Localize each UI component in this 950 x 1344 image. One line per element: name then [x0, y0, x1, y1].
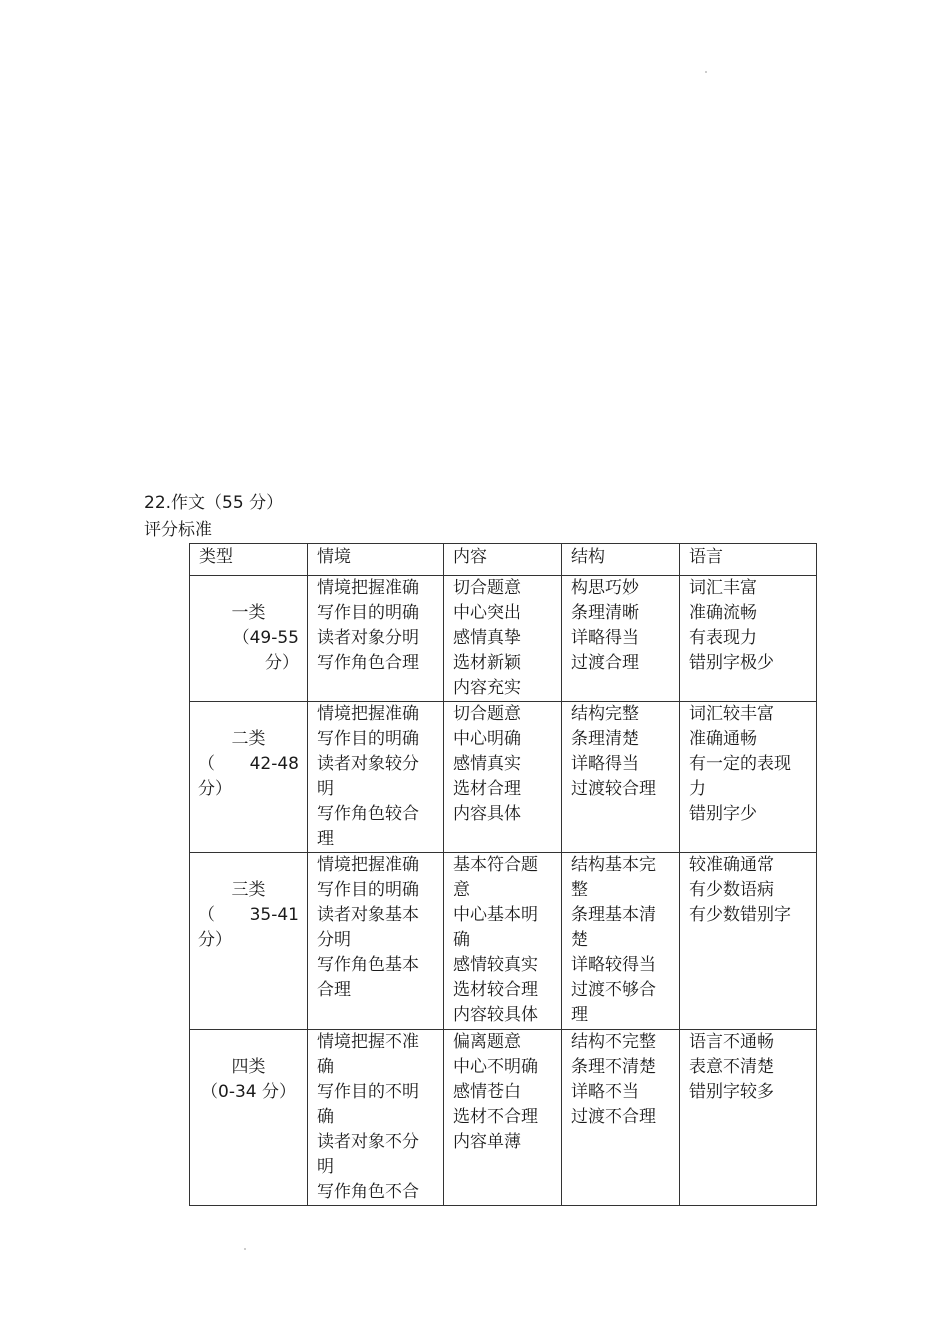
criterion-line: 情境把握准确: [317, 704, 419, 724]
criterion-line: 读者对象分明: [317, 628, 419, 648]
type-name: 四类: [231, 1057, 266, 1077]
criterion-line: 力: [689, 779, 706, 799]
criterion-line: 条理基本清: [571, 905, 656, 925]
criterion-line: 中心基本明: [453, 905, 538, 925]
criterion-line: 内容较具体: [453, 1005, 538, 1025]
type-score: （ 35-41: [198, 905, 299, 925]
type-cell: [190, 853, 308, 1030]
criterion-line: 详略得当: [571, 628, 639, 648]
criterion-line: 内容具体: [453, 804, 521, 824]
criterion-line: 详略不当: [571, 1082, 639, 1102]
criterion-line: 确: [317, 1057, 334, 1077]
criterion-line: 内容充实: [453, 678, 521, 698]
criterion-line: 读者对象较分: [317, 754, 419, 774]
criterion-line: 写作角色合理: [317, 653, 419, 673]
criterion-line: 情境把握不准: [317, 1032, 419, 1052]
question-title: 22.作文（55 分）: [144, 493, 284, 513]
criterion-line: 条理清楚: [571, 729, 639, 749]
criterion-line: 准确通畅: [689, 729, 757, 749]
qingjing-cell: [308, 853, 444, 1030]
criterion-line: 确: [453, 930, 470, 950]
criterion-line: 准确流畅: [689, 603, 757, 623]
table-row: [190, 702, 817, 853]
criterion-line: 切合题意: [453, 578, 521, 598]
criterion-line: 错别字极少: [689, 653, 774, 673]
type-score: （49-55: [232, 628, 299, 648]
criterion-line: 意: [453, 880, 470, 900]
criterion-line: 过渡不够合: [571, 980, 656, 1000]
type-cell: [190, 576, 308, 702]
criterion-line: 详略得当: [571, 754, 639, 774]
criterion-line: 感情真实: [453, 754, 521, 774]
criterion-line: 基本符合题: [453, 855, 538, 875]
criterion-line: 过渡较合理: [571, 779, 656, 799]
yuyan-cell: [680, 576, 817, 702]
type-cell: [190, 702, 308, 853]
criterion-line: 明: [317, 779, 334, 799]
criterion-line: 构思巧妙: [571, 578, 639, 598]
criterion-line: 中心明确: [453, 729, 521, 749]
criterion-line: 选材新颖: [453, 653, 521, 673]
table-row: [190, 853, 817, 1030]
criterion-line: 表意不清楚: [689, 1057, 774, 1077]
neirong-cell: [444, 702, 562, 853]
criterion-line: 条理清晰: [571, 603, 639, 623]
criterion-line: 选材不合理: [453, 1107, 538, 1127]
page-speck: [244, 1248, 246, 1250]
criterion-line: 有一定的表现: [689, 754, 791, 774]
criterion-line: 写作角色较合: [317, 804, 419, 824]
criterion-line: 写作目的不明: [317, 1082, 419, 1102]
table-header-row: [190, 544, 817, 576]
criterion-line: 读者对象不分: [317, 1132, 419, 1152]
criterion-line: 条理不清楚: [571, 1057, 656, 1077]
criterion-line: 结构基本完: [571, 855, 656, 875]
qingjing-cell: [308, 1030, 444, 1206]
criterion-line: 选材合理: [453, 779, 521, 799]
table-row: [190, 576, 817, 702]
qingjing-cell: [308, 576, 444, 702]
criterion-line: 明: [317, 1157, 334, 1177]
criterion-line: 写作角色不合: [317, 1182, 419, 1202]
type-score: （0-34 分）: [201, 1082, 296, 1102]
type-name: 三类: [231, 880, 266, 900]
criterion-line: 错别字少: [689, 804, 757, 824]
criterion-line: 写作目的明确: [317, 603, 419, 623]
criterion-line: 确: [317, 1107, 334, 1127]
criterion-line: 有表现力: [689, 628, 757, 648]
type-name: 二类: [231, 729, 266, 749]
criterion-line: 写作目的明确: [317, 880, 419, 900]
jiegou-cell: [562, 576, 680, 702]
type-score: 分）: [265, 653, 299, 673]
criterion-line: 整: [571, 880, 588, 900]
criterion-line: 中心不明确: [453, 1057, 538, 1077]
page-speck: [705, 71, 707, 73]
criterion-line: 结构不完整: [571, 1032, 656, 1052]
criterion-line: 详略较得当: [571, 955, 656, 975]
criterion-line: 理: [571, 1005, 588, 1025]
criterion-line: 写作目的明确: [317, 729, 419, 749]
criterion-line: 情境把握准确: [317, 578, 419, 598]
jiegou-cell: [562, 1030, 680, 1206]
criterion-line: 错别字较多: [689, 1082, 774, 1102]
type-score: （ 42-48: [198, 754, 299, 774]
header-type: 类型: [190, 544, 308, 576]
criterion-line: 词汇丰富: [689, 578, 757, 598]
criterion-line: 感情真挚: [453, 628, 521, 648]
yuyan-cell: [680, 702, 817, 853]
qingjing-cell: [308, 702, 444, 853]
scoring-table: [189, 543, 817, 1206]
criterion-line: 过渡不合理: [571, 1107, 656, 1127]
type-name: 一类: [231, 603, 266, 623]
criterion-line: 分明: [317, 930, 351, 950]
criterion-line: 读者对象基本: [317, 905, 419, 925]
criterion-line: 过渡合理: [571, 653, 639, 673]
jiegou-cell: [562, 702, 680, 853]
header-qingjing: 情境: [308, 544, 444, 576]
type-cell: [190, 1030, 308, 1206]
criterion-line: 词汇较丰富: [689, 704, 774, 724]
criterion-line: 选材较合理: [453, 980, 538, 1000]
criterion-line: 感情较真实: [453, 955, 538, 975]
neirong-cell: [444, 1030, 562, 1206]
criterion-line: 楚: [571, 930, 588, 950]
criterion-line: 有少数错别字: [689, 905, 791, 925]
type-score: 分）: [198, 930, 232, 950]
criterion-line: 有少数语病: [689, 880, 774, 900]
criterion-line: 较准确通常: [689, 855, 774, 875]
jiegou-cell: [562, 853, 680, 1030]
criterion-line: 语言不通畅: [689, 1032, 774, 1052]
header-jiegou: 结构: [562, 544, 680, 576]
criterion-line: 中心突出: [453, 603, 521, 623]
criterion-line: 理: [317, 829, 334, 849]
criterion-line: 情境把握准确: [317, 855, 419, 875]
header-neirong: 内容: [444, 544, 562, 576]
header-yuyan: 语言: [680, 544, 817, 576]
yuyan-cell: [680, 1030, 817, 1206]
type-score: 分）: [198, 779, 232, 799]
yuyan-cell: [680, 853, 817, 1030]
table-row: [190, 1030, 817, 1206]
criterion-line: 结构完整: [571, 704, 639, 724]
criterion-line: 内容单薄: [453, 1132, 521, 1152]
criterion-line: 合理: [317, 980, 351, 1000]
criterion-line: 写作角色基本: [317, 955, 419, 975]
scoring-criteria-heading: 评分标准: [144, 520, 212, 540]
criterion-line: 感情苍白: [453, 1082, 521, 1102]
criterion-line: 偏离题意: [453, 1032, 521, 1052]
neirong-cell: [444, 576, 562, 702]
criterion-line: 切合题意: [453, 704, 521, 724]
neirong-cell: [444, 853, 562, 1030]
